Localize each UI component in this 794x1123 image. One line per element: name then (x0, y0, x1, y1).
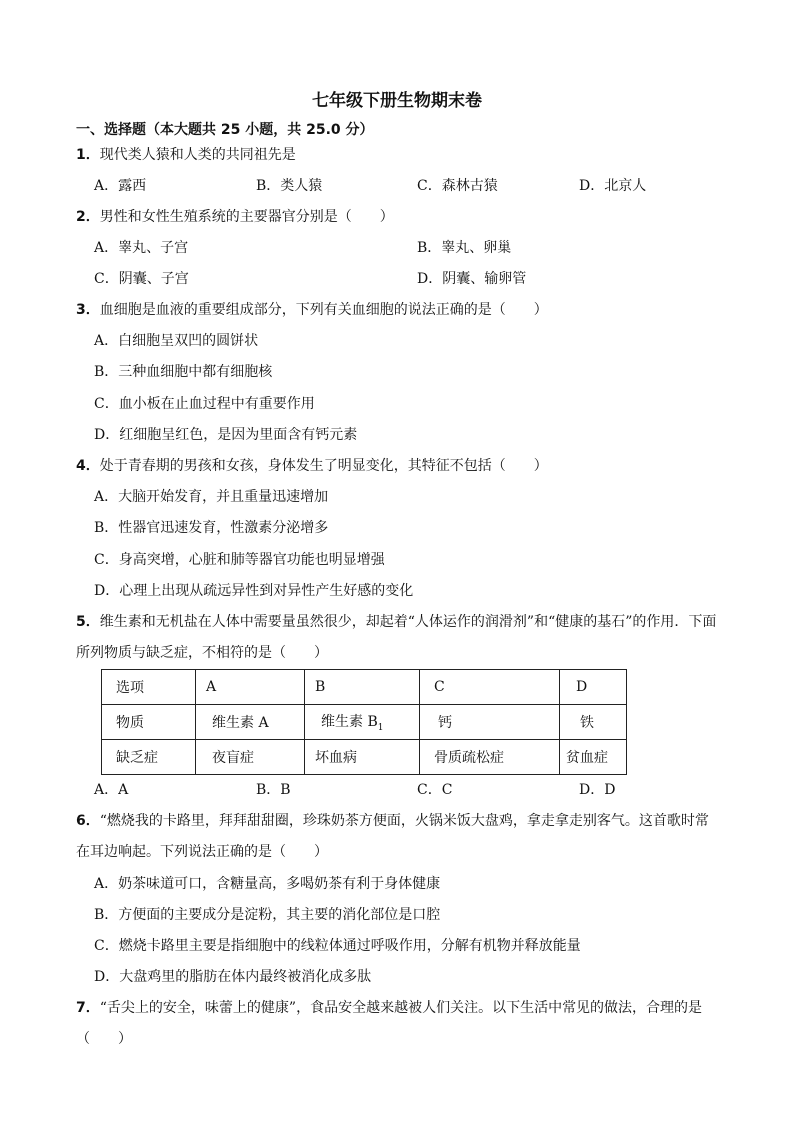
question-stem: 维生素和无机盐在人体中需要量虽然很少，却起着“人体运作的润滑剂”和“健康的基石”的作用．下面 (99, 614, 717, 630)
q4-option-c: C．身高突增，心脏和肺等器官功能也明显增强 (94, 552, 385, 568)
q4-option-a: A．大脑开始发育，并且重量迅速增加 (94, 489, 329, 505)
exam-title: 七年级下册生物期末卷 (312, 91, 482, 111)
question-4 (76, 457, 548, 475)
question-stem: “舌尖上的安全，味蕾上的健康”，食品安全越来越被人们关注。以下生活中常见的做法，合理的是 (99, 1000, 703, 1016)
subscript: 1 (377, 722, 384, 733)
q4-option-d: D．心理上出现从疏远异性到对异性产生好感的变化 (94, 583, 414, 599)
table-cell: B (305, 670, 420, 705)
table-cell: 贫血症 (560, 740, 627, 775)
nutrient-table (101, 669, 627, 775)
q1-option-d: D．北京人 (579, 178, 647, 194)
table-cell: A (196, 670, 305, 705)
question-number: 5． (76, 614, 100, 630)
question-number: 4． (76, 458, 100, 474)
table-cell: 物质 (102, 705, 196, 740)
table-cell: 钙 (420, 705, 560, 740)
table-cell: 夜盲症 (196, 740, 305, 775)
question-stem: 现代类人猿和人类的共同祖先是 (99, 147, 296, 163)
table-cell (305, 705, 420, 740)
q4-option-b: B．性器官迅速发育，性激素分泌增多 (94, 520, 329, 536)
q1-option-c: C．森林古猿 (417, 178, 498, 194)
question-number: 7． (76, 1000, 100, 1016)
q6-option-c: C．燃烧卡路里主要是指细胞中的线粒体通过呼吸作用，分解有机物并释放能量 (94, 938, 581, 954)
question-6-line-2: 在耳边响起。下列说法正确的是（ ） (76, 844, 328, 860)
section-heading: 一、选择题（本大题共 25 小题，共 25.0 分） (76, 122, 374, 138)
q3-option-c: C．血小板在止血过程中有重要作用 (94, 396, 315, 412)
question-7 (76, 999, 702, 1017)
q6-option-b: B．方便面的主要成分是淀粉，其主要的消化部位是口腔 (94, 907, 441, 923)
question-number: 6． (76, 813, 100, 829)
question-stem: 血细胞是血液的重要组成部分，下列有关血细胞的说法正确的是（ ） (99, 302, 548, 318)
question-stem: 处于青春期的男孩和女孩，身体发生了明显变化，其特征不包括（ ） (99, 458, 548, 474)
table-cell: C (420, 670, 560, 705)
q3-option-d: D．红细胞呈红色，是因为里面含有钙元素 (94, 427, 358, 443)
q2-option-a: A．睾丸、子宫 (94, 240, 189, 256)
question-5 (76, 613, 716, 631)
question-1 (76, 146, 296, 164)
table-row (102, 670, 627, 705)
table-cell: 选项 (102, 670, 196, 705)
question-number: 3． (76, 302, 100, 318)
q1-option-a: A．露西 (94, 178, 147, 194)
question-number: 2． (76, 209, 100, 225)
q5-option-b: B．B (256, 782, 291, 798)
table-cell: 骨质疏松症 (420, 740, 560, 775)
q2-option-d: D．阴囊、输卵管 (417, 271, 527, 287)
q5-option-d: D．D (579, 782, 616, 798)
question-stem: “燃烧我的卡路里，拜拜甜甜圈，珍珠奶茶方便面，火锅米饭大盘鸡，拿走拿走别客气。这首歌时常 (99, 813, 709, 829)
q3-option-a: A．白细胞呈双凹的圆饼状 (94, 333, 259, 349)
table-cell: 坏血病 (305, 740, 420, 775)
question-5-line-2: 所列物质与缺乏症，不相符的是（ ） (76, 645, 328, 661)
question-2 (76, 208, 394, 226)
table-cell: 铁 (560, 705, 627, 740)
q5-option-c: C．C (417, 782, 453, 798)
question-7-line-2: （ ） (76, 1031, 132, 1047)
question-number: 1． (76, 147, 100, 163)
q3-option-b: B．三种血细胞中都有细胞核 (94, 364, 273, 380)
q2-option-c: C．阴囊、子宫 (94, 271, 189, 287)
q5-option-a: A．A (94, 782, 129, 798)
table-cell: 缺乏症 (102, 740, 196, 775)
q6-option-a: A．奶茶味道可口，含糖量高，多喝奶茶有利于身体健康 (94, 876, 441, 892)
question-3 (76, 301, 548, 319)
question-6 (76, 812, 709, 830)
cell-text: 维生素 B (321, 714, 378, 731)
table-row (102, 740, 627, 775)
table-cell: 维生素 A (196, 705, 305, 740)
q1-option-b: B．类人猿 (256, 178, 323, 194)
question-stem: 男性和女性生殖系统的主要器官分别是（ ） (99, 209, 394, 225)
table-cell: D (560, 670, 627, 705)
table-row (102, 705, 627, 740)
q6-option-d: D．大盘鸡里的脂肪在体内最终被消化成多肽 (94, 969, 372, 985)
q2-option-b: B．睾丸、卵巢 (417, 240, 512, 256)
